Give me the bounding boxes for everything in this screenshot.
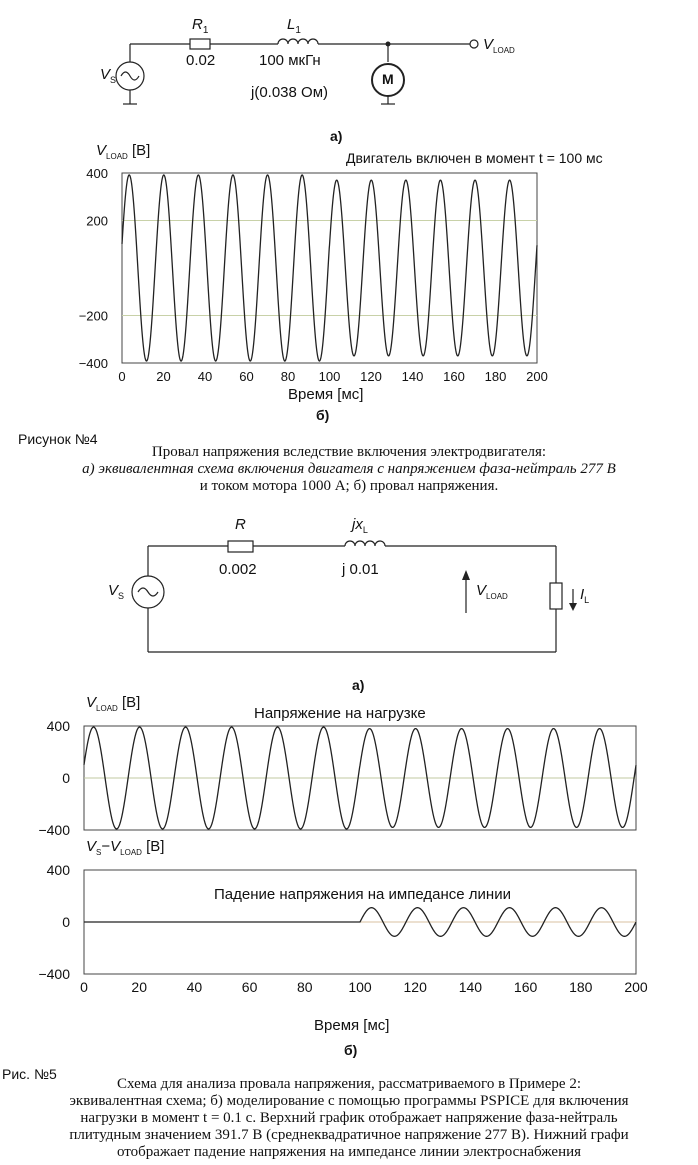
fig4-caption-line2: а) эквивалентная схема включения двигателя с напряжением фаза-нейтраль 277 В bbox=[82, 461, 616, 477]
fig5-top-chart-title: Напряжение на нагрузке bbox=[254, 705, 426, 722]
fig5-x-axis-label: Время [мс] bbox=[314, 1017, 390, 1034]
fig4-chart-x-tick-label: 60 bbox=[239, 369, 254, 384]
fig4-x-axis-label: Время [мс] bbox=[288, 386, 364, 403]
fig4-vs-label: $V_S$ bbox=[100, 66, 117, 85]
fig5-bottom-chart-x-tick-label: 80 bbox=[297, 979, 313, 995]
fig5-bottom-chart-y-tick-label: −400 bbox=[38, 966, 70, 982]
fig4-r-value: 0.02 bbox=[186, 52, 216, 69]
fig4-chart-y-tick-label: −400 bbox=[78, 356, 108, 371]
fig5-top-y-axis-label: $V_{LOAD}$ [В] bbox=[86, 694, 141, 713]
fig4-annotation: Двигатель включен в момент t = 100 мс bbox=[346, 150, 603, 166]
fig5-vload-label: $V_{LOAD}$ bbox=[476, 582, 508, 601]
fig4-vload-label: $V_{LOAD}$ bbox=[483, 36, 515, 55]
fig5-bottom-chart-x-tick-label: 20 bbox=[131, 979, 147, 995]
fig5-vs-label: $V_S$ bbox=[108, 582, 125, 601]
fig5-bottom-chart-title: Падение напряжения на импедансе линии bbox=[214, 886, 511, 903]
fig4-chart-x-tick-label: 100 bbox=[318, 369, 341, 384]
fig5-x-value: j 0.01 bbox=[342, 561, 379, 578]
fig4-chart-x-tick-label: 200 bbox=[526, 369, 548, 384]
fig4-chart-x-tick-label: 80 bbox=[280, 369, 296, 384]
fig4-chart-x-tick-label: 0 bbox=[118, 369, 126, 384]
fig5-bottom-chart-x-tick-label: 60 bbox=[241, 979, 258, 995]
fig5-r-value: 0.002 bbox=[219, 561, 257, 578]
fig5-bottom-chart-y-tick-label: 0 bbox=[62, 914, 70, 930]
fig4-l-value: 100 мкГн bbox=[259, 52, 321, 69]
fig4-chart-sublabel: б) bbox=[316, 407, 330, 423]
fig5-bottom-chart-x-tick-label: 140 bbox=[458, 979, 483, 995]
fig4-l-label: $L_1$ bbox=[287, 16, 301, 36]
fig4-motor-label: M bbox=[382, 71, 394, 87]
fig5-number: Рис. №5 bbox=[2, 1066, 57, 1082]
fig4-chart-x-tick-label: 140 bbox=[401, 369, 424, 384]
fig4-l-impedance: j(0.038 Ом) bbox=[251, 84, 329, 101]
fig5-top-chart-y-tick-label: 0 bbox=[62, 770, 70, 786]
fig4-chart-x-tick-label: 20 bbox=[156, 369, 171, 384]
fig4-chart-y-tick-label: 200 bbox=[86, 213, 108, 229]
fig4-chart-x-tick-label: 40 bbox=[197, 369, 213, 384]
fig4-caption-line3: и током мотора 1000 А; б) провал напряжения. bbox=[199, 478, 499, 494]
fig5-top-chart-y-tick-label: −400 bbox=[38, 822, 70, 838]
fig5-chart-sublabel: б) bbox=[344, 1042, 358, 1058]
fig5-bottom-chart-x-tick-label: 160 bbox=[513, 979, 538, 995]
fig4-number: Рисунок №4 bbox=[18, 431, 98, 447]
fig5-bottom-chart-x-tick-label: 120 bbox=[403, 979, 427, 995]
fig5-bottom-y-axis-label: $V_S-V_{LOAD}$ [В] bbox=[86, 838, 165, 857]
fig5-caption-line1: Схема для анализа провала напряжения, рассматриваемого в Примере 2: bbox=[117, 1076, 581, 1092]
fig4-r-label: $R_1$ bbox=[192, 16, 209, 36]
fig4-chart-x-tick-label: 180 bbox=[484, 369, 507, 384]
fig5-caption-line4: плитудным значением 391.7 В (среднеквадратичное напряжение 277 В). Нижний графи bbox=[69, 1127, 629, 1143]
fig5-caption-line3: нагрузки в момент t = 0.1 с. Верхний график отображает напряжение фаза-нейтраль bbox=[80, 1110, 618, 1126]
fig4-chart-x-tick-label: 160 bbox=[443, 369, 465, 384]
fig5-bottom-chart-y-tick-label: 400 bbox=[46, 862, 70, 878]
fig5-bottom-chart-x-tick-label: 200 bbox=[624, 979, 648, 995]
fig5-circuit-sublabel: а) bbox=[352, 677, 365, 693]
fig4-circuit-sublabel: а) bbox=[330, 128, 343, 144]
fig5-il-label: $I_L$ bbox=[580, 586, 590, 605]
fig5-caption-line2: эквивалентная схема; б) моделирование с помощью программы PSPICE для включения bbox=[69, 1093, 629, 1109]
fig4-chart-y-tick-label: 400 bbox=[86, 166, 108, 181]
fig5-bottom-chart-x-tick-label: 180 bbox=[569, 979, 593, 995]
fig5-caption-line5: отображает падение напряжения на импедансе линии электроснабжения bbox=[116, 1144, 582, 1160]
fig5-r-label: R bbox=[235, 516, 246, 533]
fig5-bottom-chart-x-tick-label: 0 bbox=[80, 979, 88, 995]
fig5-bottom-chart-x-tick-label: 100 bbox=[348, 979, 372, 995]
fig4-caption-line1: Провал напряжения вследствие включения электродвигателя: bbox=[151, 444, 547, 460]
fig5-caption bbox=[0, 1076, 698, 1161]
fig5-x-label: $jx_L$ bbox=[352, 516, 368, 535]
fig4-chart-y-tick-label: −200 bbox=[78, 308, 108, 324]
fig5-top-chart-y-tick-label: 400 bbox=[46, 718, 70, 734]
fig4-y-axis-label: $V_{LOAD}$ [В] bbox=[96, 142, 151, 161]
fig4-chart-x-tick-label: 120 bbox=[360, 369, 382, 384]
fig5-bottom-chart-x-tick-label: 40 bbox=[186, 979, 203, 995]
